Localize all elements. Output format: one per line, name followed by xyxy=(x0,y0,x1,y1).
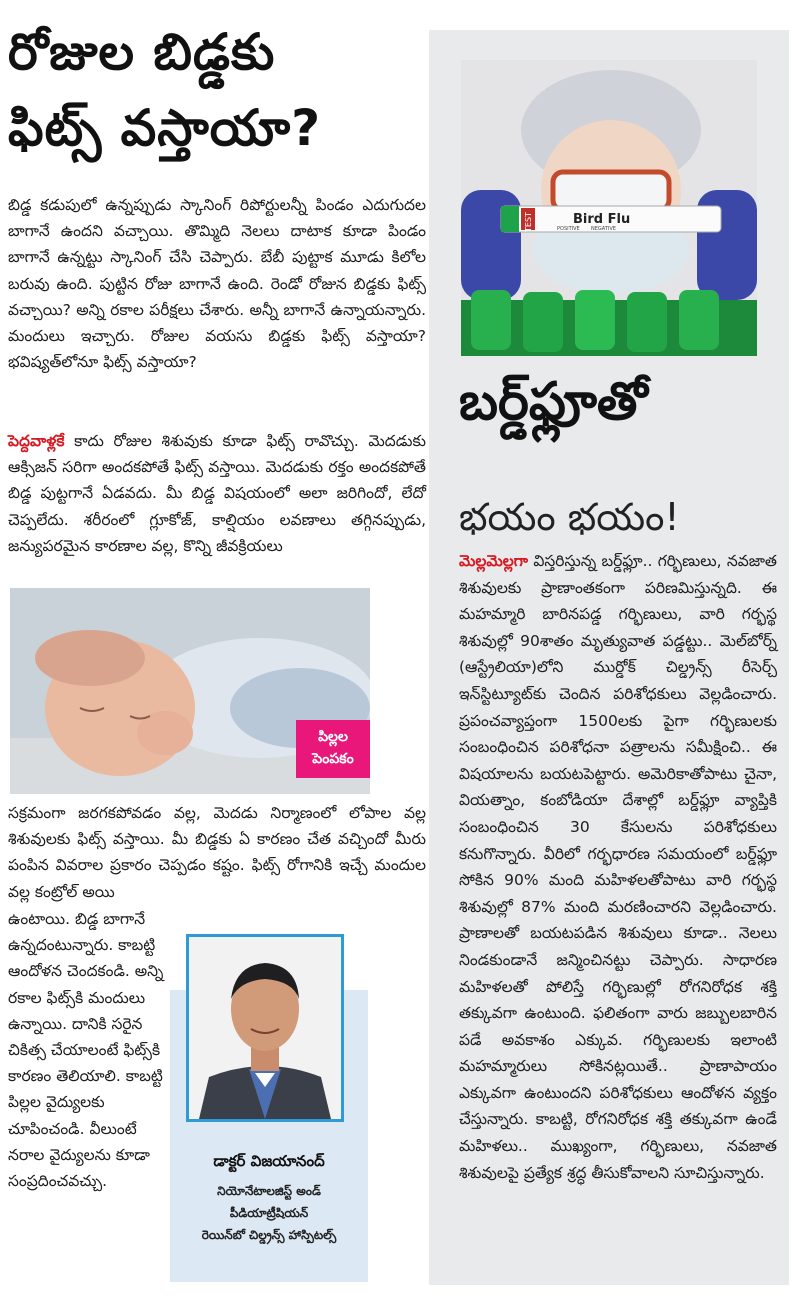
tube-side-text: TEST xyxy=(524,212,533,232)
section-tag xyxy=(296,720,370,778)
left-intro-paragraph: బిడ్డ కడుపులో ఉన్నప్పుడు స్కానింగ్ రిపోర్టులన్నీ పిండం ఎదుగుదల బాగానే ఉందని వచ్చాయి. తొమ్మిది నెలలు దాటాక కూడా పిండం బాగానే ఉన్నట్టు స్కానింగ్ చేసి చెప్పారు. బేబీ పుట్టాక మూడు కిలోల బరువు ఉంది. పుట్టిన రోజు బాగానే ఉంది. రెండో రోజున బిడ్డకు ఫిట్స్ వచ్చాయి? అన్ని రకాల పరీక్షలు చేశారు. అన్నీ బాగానే ఉన్నాయన్నారు. మందులు ఇచ్చారు. రోజుల వయసు బిడ్డకు ఫిట్స్ వస్తాయా? భవిష్యత్‌లోనూ ఫిట్స్ వస్తాయా? xyxy=(8,196,426,372)
doctor-portrait xyxy=(189,937,341,1119)
left-body-paragraph-2: సక్రమంగా జరగకపోవడం వల్ల, మెదడు నిర్మాణంలో లోపాల వల్ల శిశువులకు ఫిట్స్ వస్తాయి. మీ బిడ్డకు ఏ కారణం చేత వచ్చిందో మీరు పంపిన వివరాల ప్రకారం చెప్పడం కష్టం. ఫిట్స్ రోగానికి ఇచ్చే మందుల వల్ల కంట్రోల్ అయి xyxy=(8,804,426,901)
doctor-box xyxy=(170,990,368,1282)
tube-label: Bird Flu xyxy=(573,212,631,227)
left-para2-text: కాదు రోజుల శిశువుకు కూడా ఫిట్స్ రావొచ్చు. మెదడుకు ఆక్సిజన్ సరిగా అందకపోతే ఫిట్స్ వస్తాయి. మెదడుకు రక్తం అందకపోతే బిడ్డ పుట్టగానే ఏడవదు. మీ బిడ్డ విషయంలో అలా జరిగిందో, లేదో చెప్పలేదు. శరీరంలో గ్లూకోజ్, కాల్షియం లవణాలు తగ్గినప్పుడు, జన్యుపరమైన కారణాల వల్ల, కొన్ని జీవక్రియలు xyxy=(8,432,426,555)
right-body-text: విస్తరిస్తున్న బర్డ్‌ఫ్లూ.. గర్భిణులు, నవజాత శిశువులకు ప్రాణాంతకంగా పరిణమిస్తున్నది. ఈ మహమ్మారి బారినపడ్డ గర్భిణులు, వారి గర్భస్థ శిశువుల్లో 90శాతం మృత్యువాత పడ్డట్టు.. మెల్‌బోర్న్ (ఆస్ట్రేలియా)లోని ముర్డోక్ చిల్డ్రన్స్ రీసెర్చ్ ఇన్‌స్టిట్యూట్‌కు చెందిన పరిశోధకులు వెల్లడించారు. ప్రపంచవ్యాప్తంగా 1500లకు పైగా గర్భిణులకు సంబంధించిన పరిశోధనా పత్రాలను సమీక్షించి.. ఈ విషయాలను బయటపెట్టారు. అమెరికాతోపాటు చైనా, వియత్నాం, కంబోడియా దేశాల్లో బర్డ్‌ఫ్లూ వ్యాప్తికి సంబంధించిన 30 కేసులను పరిశోధకులు కనుగొన్నారు. వీరిలో గర్భధారణ సమయంలో బర్డ్‌ఫ్లూ సోకిన 90% మంది మహిళలతోపాటు వారి గర్భస్థ శిశువుల్లో 87% మంది మరణించారని వెల్లడించారు. ప్రాణాలతో బయటపడిన శిశువులు కూడా.. నెలలు నిండకుండానే జన్మించినట్టు చెప్పారు. సాధారణ మహిళలతో పోలిస్తే గర్భిణుల్లో రోగనిరోధక శక్తి తక్కువగా ఉంటుంది. ఫలితంగా వారు జబ్బులబారిన పడే అవకాశం ఎక్కువ. గర్భిణులకు ఇలాంటి మహమ్మారులు సోకినట్లయితే.. ప్రాణాపాయం ఎక్కువగా ఉంటుందని పరిశోధకులు ఆందోళన వ్యక్తం చేస్తున్నారు. కాబట్టి, రోగనిరోధక శక్తి తక్కువగా ఉండే మహిళలు.. ముఖ్యంగా, గర్భిణులు, నవజాత శిశువులపై ప్రత్యేక శ్రద్ధ తీసుకోవాలని సూచిస్తున్నారు. xyxy=(459,552,777,1182)
section-tag-line1: పిల్లల xyxy=(318,729,348,745)
left-lead-word: పెద్దవాళ్లకే xyxy=(8,432,65,450)
right-subheadline: భయం భయం! xyxy=(459,495,680,539)
right-article-panel xyxy=(429,30,789,1285)
left-headline xyxy=(8,14,418,166)
left-body-paragraph-1 xyxy=(8,428,426,559)
doctor-title-line2: పీడియాట్రీషియన్ xyxy=(229,1206,309,1220)
bird-flu-illustration xyxy=(461,60,757,356)
tube-negative: NEGATIVE xyxy=(591,226,616,232)
right-headline: బర్డ్‌ఫ్లూతో xyxy=(459,372,648,432)
left-headline-line2: ఫిట్స్ వస్తాయా? xyxy=(8,99,322,157)
right-lead-word: మెల్లమెల్లగా xyxy=(459,552,529,570)
doctor-title-line1: నియోనేటాలజిస్ట్ అండ్ xyxy=(217,1184,321,1198)
doctor-title xyxy=(170,1180,368,1246)
doctor-photo xyxy=(186,934,344,1122)
right-body-paragraph xyxy=(459,548,777,1186)
left-headline-line1: రోజుల బిడ్డకు xyxy=(8,23,276,81)
left-body-paragraph-3: ఉంటాయి. బిడ్డ బాగానే ఉన్నదంటున్నారు. కాబట్టి ఆందోళన చెందకండి. అన్ని రకాల ఫిట్స్‌కి మందులు ఉన్నాయి. దానికి సరైన చికిత్స చేయాలంటే ఫిట్స్‌కి కారణం తెలియాలి. కాబట్టి పిల్లల వైద్యులకు చూపించండి. వీలుంటే నరాల వైద్యులను కూడా సంప్రదించవచ్చు. xyxy=(8,910,164,1191)
doctor-name: డాక్టర్ విజయానంద్ xyxy=(213,1152,325,1170)
doctor-title-line3: రెయిన్‌బో చిల్డ్రన్స్ హాస్పిటల్స్ xyxy=(201,1228,337,1242)
tube-positive: POSITIVE xyxy=(557,226,580,232)
section-tag-line2: పెంపకం xyxy=(312,751,354,767)
bird-flu-photo xyxy=(461,60,757,356)
